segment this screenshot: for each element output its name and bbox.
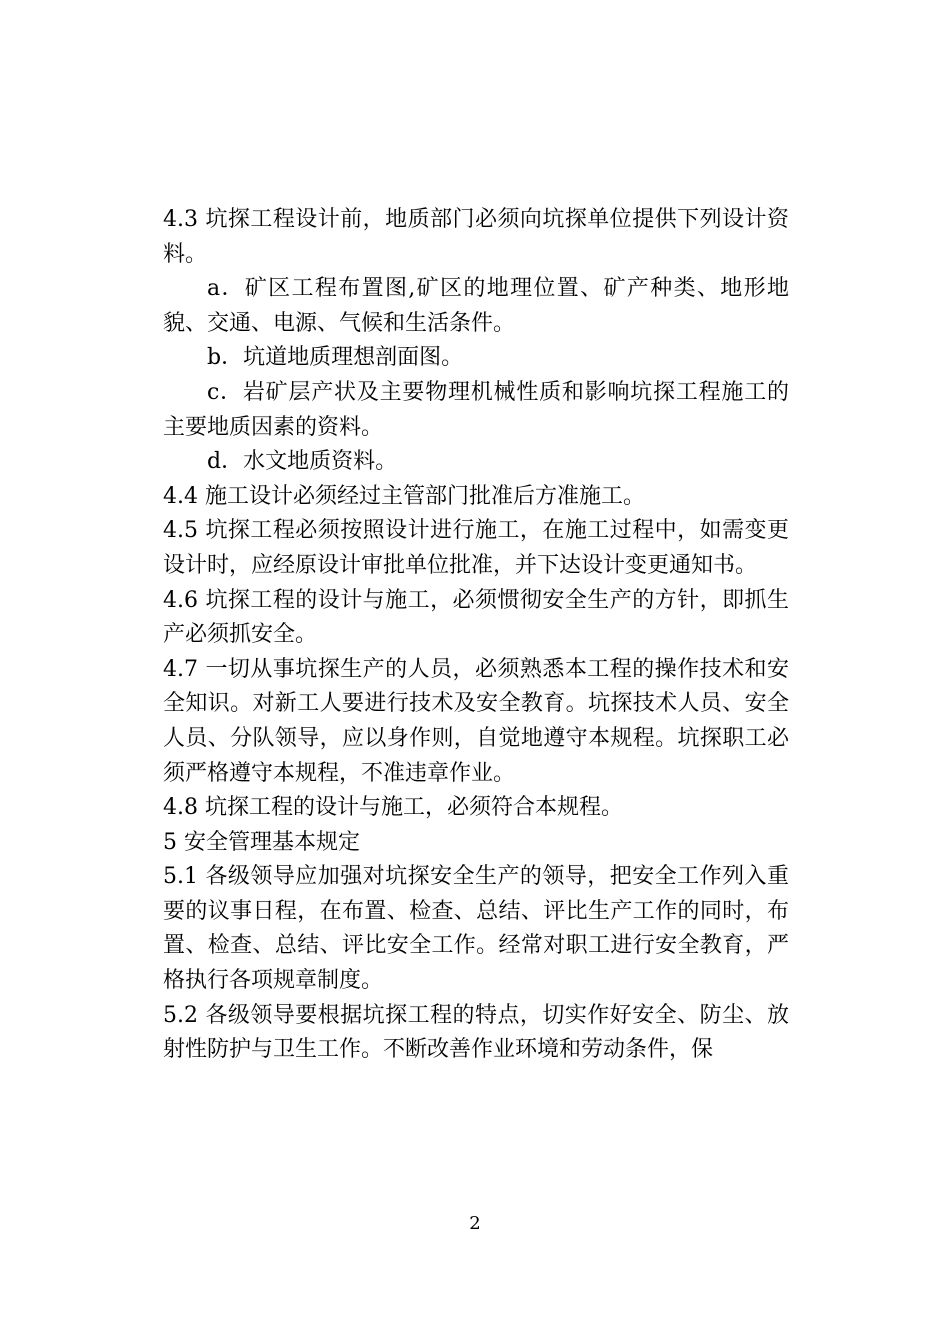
section-heading-5: 5 安全管理基本规定 <box>163 829 360 855</box>
list-item-c: c．岩矿层产状及主要物理机械性质和影响坑探工程施工的主要地质因素的资料。 <box>163 379 789 440</box>
list-item-a: a．矿区工程布置图,矿区的地理位置、矿产种类、地形地貌、交通、电源、气候和生活条件。 <box>163 276 789 336</box>
paragraph-4-6: 4.6 坑探工程的设计与施工，必须惯彻安全生产的方针，即抓生产必须抓安全。 <box>163 587 789 648</box>
page-number: 2 <box>469 1213 481 1234</box>
paragraph-4-5: 4.5 坑探工程必须按照设计进行施工，在施工过程中，如需变更设计时，应经原设计审批单位批准，并下达设计变更通知书。 <box>163 518 789 578</box>
document-body <box>163 203 789 1068</box>
paragraph-4-8: 4.8 坑探工程的设计与施工，必须符合本规程。 <box>163 795 623 821</box>
paragraph-5-2: 5.2 各级领导要根据坑探工程的特点，切实作好安全、防尘、放射性防护与卫生工作。不断改善作业环境和劳动条件，保 <box>163 1002 789 1063</box>
paragraph-5-1: 5.1 各级领导应加强对坑探安全生产的领导，把安全工作列入重要的议事日程，在布置、检查、总结、评比生产工作的同时，布置、检查、总结、评比安全工作。经常对职工进行安全教育，严格执行各项规章制度。 <box>163 864 789 994</box>
paragraph-4-4: 4.4 施工设计必须经过主管部门批准后方准施工。 <box>163 483 645 509</box>
paragraph-4-3: 4.3 坑探工程设计前，地质部门必须向坑探单位提供下列设计资料。 <box>163 207 789 267</box>
list-item-d: d．水文地质资料。 <box>207 449 398 475</box>
list-item-b: b．坑道地质理想剖面图。 <box>207 345 464 371</box>
paragraph-4-7: 4.7 一切从事坑探生产的人员，必须熟悉本工程的操作技术和安全知识。对新工人要进行技术及安全教育。坑探技术人员、安全人员、分队领导，应以身作则，自觉地遵守本规程。坑探职工必须严格遵守本规程，不准违章作业。 <box>163 656 789 786</box>
